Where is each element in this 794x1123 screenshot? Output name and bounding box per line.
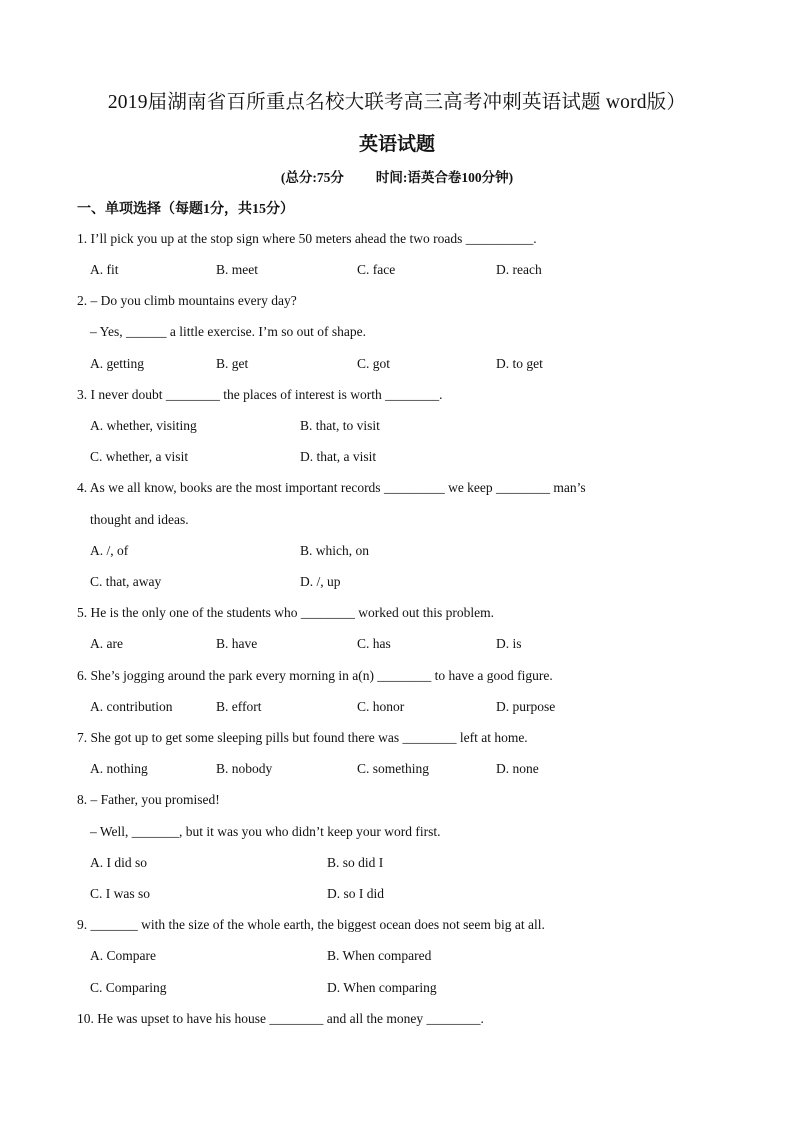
question-1-option-d: D. reach <box>496 262 542 277</box>
question-10-stem: 10. He was upset to have his house ________ and all the money ________. <box>77 1011 484 1026</box>
document-title: 2019届湖南省百所重点名校大联考高三高考冲刺英语试题 word版） <box>107 92 687 113</box>
question-3-option-d: D. that, a visit <box>300 449 377 464</box>
question-6-option-d: D. purpose <box>496 699 556 714</box>
question-1-option-c: C. face <box>357 262 396 277</box>
question-5-option-c: C. has <box>357 636 391 651</box>
question-8-stem: 8. – Father, you promised! <box>77 792 220 807</box>
time-limit: 时间:语英合卷100分钟) <box>375 170 514 185</box>
question-2-option-d: D. to get <box>496 356 543 371</box>
question-8-option-c: C. I was so <box>90 886 150 901</box>
question-6-option-a: A. contribution <box>90 699 173 714</box>
score-time-info <box>0 166 794 186</box>
question-9-stem: 9. _______ with the size of the whole earth, the biggest ocean does not seem big at all. <box>77 917 545 932</box>
question-2-option-c: C. got <box>357 356 391 371</box>
question-2-stem-reply: – Yes, ______ a little exercise. I’m so out of shape. <box>90 324 366 339</box>
question-5-option-b: B. have <box>216 636 258 651</box>
question-2-option-b: B. get <box>216 356 249 371</box>
question-3-option-c: C. whether, a visit <box>90 449 189 464</box>
total-score: (总分:75分 <box>280 170 344 185</box>
question-2-stem: 2. – Do you climb mountains every day? <box>77 293 297 308</box>
question-4-option-a: A. /, of <box>90 543 129 558</box>
question-6-option-b: B. effort <box>216 699 262 714</box>
question-9-option-c: C. Comparing <box>90 980 167 995</box>
question-6-stem: 6. She’s jogging around the park every morning in a(n) ________ to have a good figure. <box>77 668 553 683</box>
question-3-option-b: B. that, to visit <box>300 418 380 433</box>
question-1-option-b: B. meet <box>216 262 258 277</box>
question-4-stem: 4. As we all know, books are the most important records _________ we keep ________ man’s <box>77 480 586 495</box>
question-9-option-a: A. Compare <box>90 948 156 963</box>
question-8-option-d: D. so I did <box>327 886 384 901</box>
question-7-option-c: C. something <box>357 761 430 776</box>
question-4-option-b: B. which, on <box>300 543 369 558</box>
question-4-option-d: D. /, up <box>300 574 341 589</box>
document-subtitle: 英语试题 <box>358 134 435 155</box>
question-1-option-a: A. fit <box>90 262 119 277</box>
question-5-stem: 5. He is the only one of the students who ________ worked out this problem. <box>77 605 494 620</box>
question-2-option-a: A. getting <box>90 356 144 371</box>
question-9-option-b: B. When compared <box>327 948 432 963</box>
question-7-option-d: D. none <box>496 761 539 776</box>
question-6-option-c: C. honor <box>357 699 405 714</box>
question-1-stem: 1. I’ll pick you up at the stop sign where 50 meters ahead the two roads __________. <box>77 231 537 246</box>
question-4-option-c: C. that, away <box>90 574 162 589</box>
question-5-option-a: A. are <box>90 636 123 651</box>
question-8-option-b: B. so did I <box>327 855 384 870</box>
question-9-option-d: D. When comparing <box>327 980 437 995</box>
question-7-option-a: A. nothing <box>90 761 148 776</box>
question-7-option-b: B. nobody <box>216 761 273 776</box>
question-8-option-a: A. I did so <box>90 855 147 870</box>
question-4-stem-continued: thought and ideas. <box>90 512 189 527</box>
question-5-option-d: D. is <box>496 636 522 651</box>
question-3-stem: 3. I never doubt ________ the places of interest is worth ________. <box>77 387 443 402</box>
section-heading: 一、单项选择（每题1分，共15分） <box>77 202 294 217</box>
question-3-option-a: A. whether, visiting <box>90 418 197 433</box>
question-7-stem: 7. She got up to get some sleeping pills but found there was ________ left at home. <box>77 730 528 745</box>
question-8-stem-reply: – Well, _______, but it was you who didn’t keep your word first. <box>90 824 441 839</box>
